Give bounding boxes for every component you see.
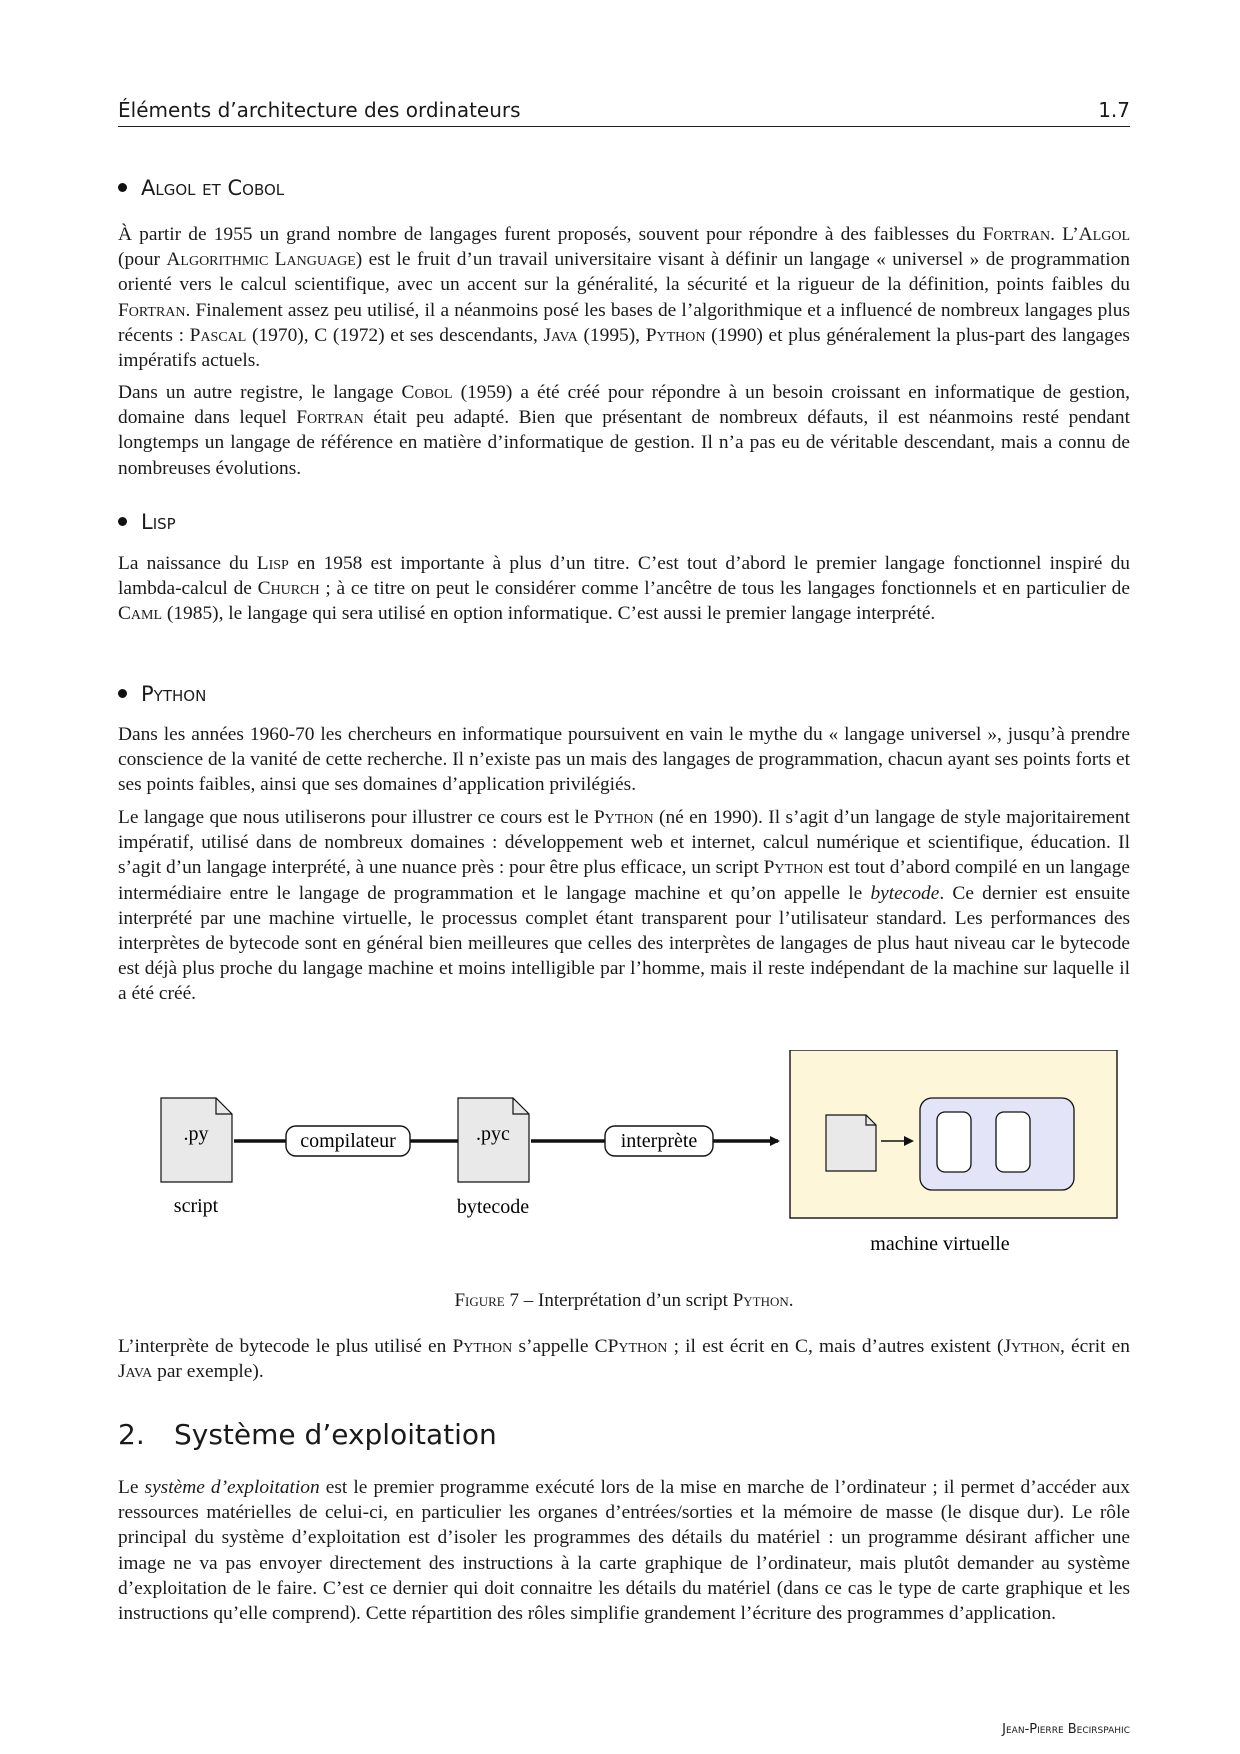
bytecode-extension: .pyc (476, 1123, 510, 1145)
header-title: Éléments d’architecture des ordinateurs (118, 98, 521, 122)
vm-file-icon (826, 1115, 876, 1171)
script-extension: .py (183, 1123, 209, 1145)
figure-caption: Figure 7 – Interprétation d’un script Python. (454, 1290, 794, 1311)
bullet-icon (118, 517, 127, 526)
interpreter-label: interprète (620, 1130, 698, 1152)
paragraph-os: Le système d’exploitation est le premier programme exécuté lors de la mise en marche de l’ordinateur ; il permet d’accéder aux ressources matérielles de celui-ci, en particulier les organes d’entrées/sorties et la mémoire de masse (le disque dur). Le rôle principal du système d’exploitation est d’isoler les programmes des détails du matériel : un programme désirant afficher une image ne va pas envoyer directement des instructions à la carte graphique de l’ordinateur, mais plutôt demander au système d’exploitation de le faire. C’est ce dernier qui doit connaitre les détails du matériel (dans ce cas le type de carte graphique et les instructions qu’elle comprend). Cette répartition des rôles simplifie grandement l’écriture des programmes d’application. (118, 1477, 1130, 1625)
compiler-label: compilateur (300, 1130, 396, 1152)
header-page-number: 1.7 (1098, 98, 1130, 122)
section-number: 2. (118, 1418, 145, 1451)
paragraph-algol: À partir de 1955 un grand nombre de langages furent proposés, souvent pour répondre à des faiblesses du Fortran. L’Algol (pour Algorithmic Language) est le fruit d’un travail universitaire visant à définir un langage « universel » de programmation orienté vers le calcul scientifique, avec un accent sur la généralité, la sécurité et la rigueur de la définition, points faibles du Fortran. Finalement assez peu utilisé, il a néanmoins posé les bases de l’algorithmique et a influencé de nombreux langages plus récents : Pascal (1970), C (1972) et ses descendants, Java (1995), Python (1990) et plus généralement la plus-part des langages impératifs actuels. (118, 224, 1130, 372)
paragraph-cpython: L’interprète de bytecode le plus utilisé en Python s’appelle CPython ; il est écrit en C, mais d’autres existent (Jython, écrit en Java par exemple). (118, 1336, 1130, 1383)
section-title: 2. Système d’exploitation (118, 1418, 497, 1451)
footer-author: Jean-Pierre Becirspahic (1002, 1722, 1130, 1737)
paragraph-python-intro: Dans les années 1960-70 les chercheurs en informatique poursuivent en vain le mythe du « langage universel », jusqu’à prendre conscience de la vanité de cette recherche. Il n’existe pas un mais des langages de programmation, chacun ayant ses points forts et ses points faibles, ainsi que ses domaines d’application privilégiés. (118, 724, 1130, 796)
bullet-icon (118, 689, 127, 698)
paragraph-cobol: Dans un autre registre, le langage Cobol (1959) a été créé pour répondre à un besoin croissant en informatique de gestion, domaine dans lequel Fortran était peu adapté. Bien que présentant de nombreux défauts, il est néanmoins resté pendant longtemps un langage de référence en matière d’informatique de gestion. Il n’a pas eu de véritable descendant, mais a connu de nombreuses évolutions. (118, 382, 1131, 479)
paragraph-lisp: La naissance du Lisp en 1958 est importante à plus d’un titre. C’est tout d’abord le premier langage fonctionnel inspiré du lambda-calcul de Church ; à ce titre on peut le considérer comme l’ancêtre de tous les langages fonctionnels et en particulier de Caml (1985), le langage qui sera utilisé en option informatique. C’est aussi le premier langage interprété. (118, 553, 1130, 625)
page-header (118, 96, 1130, 127)
bullet-icon (118, 183, 127, 192)
subheading-lisp: Lisp (118, 510, 176, 534)
paragraph-python-details: Le langage que nous utiliserons pour illustrer ce cours est le Python (né en 1990). Il s’agit d’un langage de style majoritairement impératif, utilisé dans de nombreux domaines : développement web et internet, calcul numérique et scientifique, éducation. Il s’agit d’un langage interprété, à une nuance près : pour être plus efficace, un script Python est tout d’abord compilé en un langage intermédiaire entre le langage de programmation et le langage machine et qu’on appelle le bytecode. Ce dernier est ensuite interprété par une machine virtuelle, le processus complet étant transparent pour l’utilisateur standard. Les performances des interprètes de bytecode sont en général bien meilleures que celles des interprètes de langages de plus haut niveau car le bytecode est déjà plus proche du langage machine et moins intelligible par l’homme, mais il reste indépendant de la machine sur laquelle il a été créé. (118, 807, 1130, 1005)
subheading-algol-cobol: Algol et Cobol (118, 176, 284, 200)
processor-slot-right (996, 1112, 1030, 1172)
figure-interpretation-diagram (140, 1050, 1130, 1265)
subheading-python: Python (118, 682, 206, 706)
script-label: script (173, 1195, 219, 1217)
virtual-machine-label: machine virtuelle (870, 1233, 1010, 1255)
processor-slot-left (937, 1112, 971, 1172)
bytecode-label: bytecode (456, 1196, 530, 1218)
figure-caption-label: Figure 7 (454, 1290, 520, 1311)
